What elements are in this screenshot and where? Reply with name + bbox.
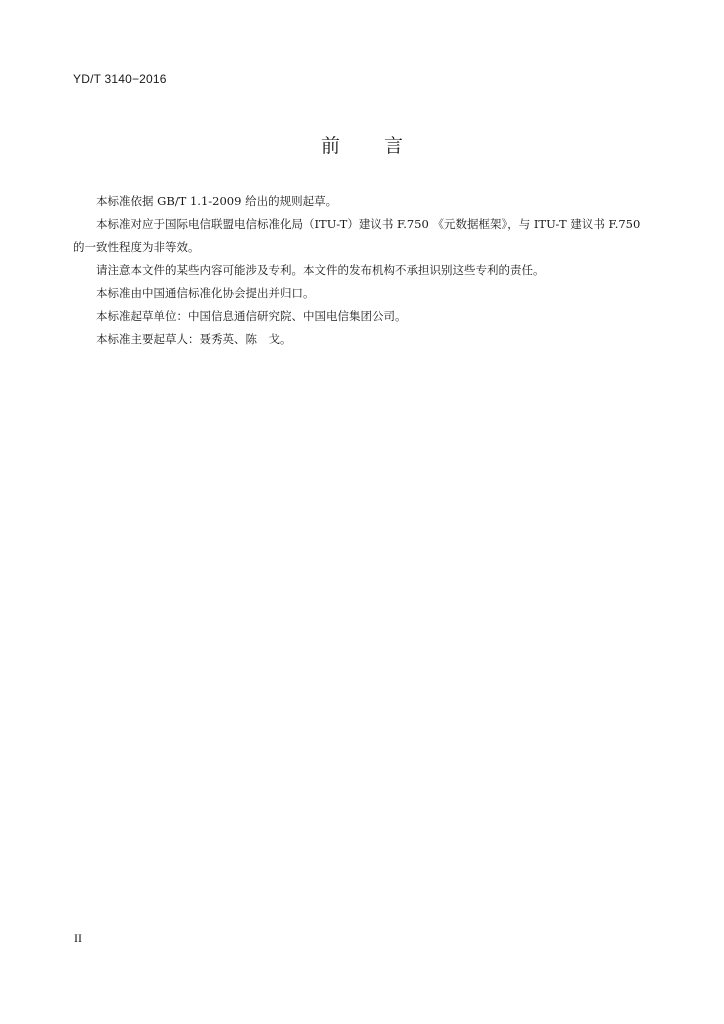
paragraph-drafting-rules: 本标准依据 GB/T 1.1-2009 给出的规则起草。 xyxy=(96,194,338,208)
page-number: II xyxy=(74,931,82,945)
paragraph-proposer: 本标准由中国通信标准化协会提出并归口。 xyxy=(96,286,315,300)
page-title xyxy=(0,131,724,158)
document-code: YD/T 3140−2016 xyxy=(73,72,167,86)
foreword-body xyxy=(73,190,651,351)
paragraph-itu-correspondence: 本标准对应于国际电信联盟电信标准化局（ITU-T）建议书 F.750 《元数据框架》，与 ITU-T 建议书 F.750 的一致性程度为非等效。 xyxy=(73,217,641,254)
paragraph-patent-notice: 请注意本文件的某些内容可能涉及专利。本文件的发布机构不承担识别这些专利的责任。 xyxy=(96,263,545,277)
paragraph-drafters: 本标准主要起草人：聂秀英、陈 戈。 xyxy=(96,332,292,346)
paragraph-drafting-units: 本标准起草单位：中国信息通信研究院、中国电信集团公司。 xyxy=(96,309,407,323)
title-char-1: 前 xyxy=(320,135,340,157)
title-char-2: 言 xyxy=(384,135,404,157)
